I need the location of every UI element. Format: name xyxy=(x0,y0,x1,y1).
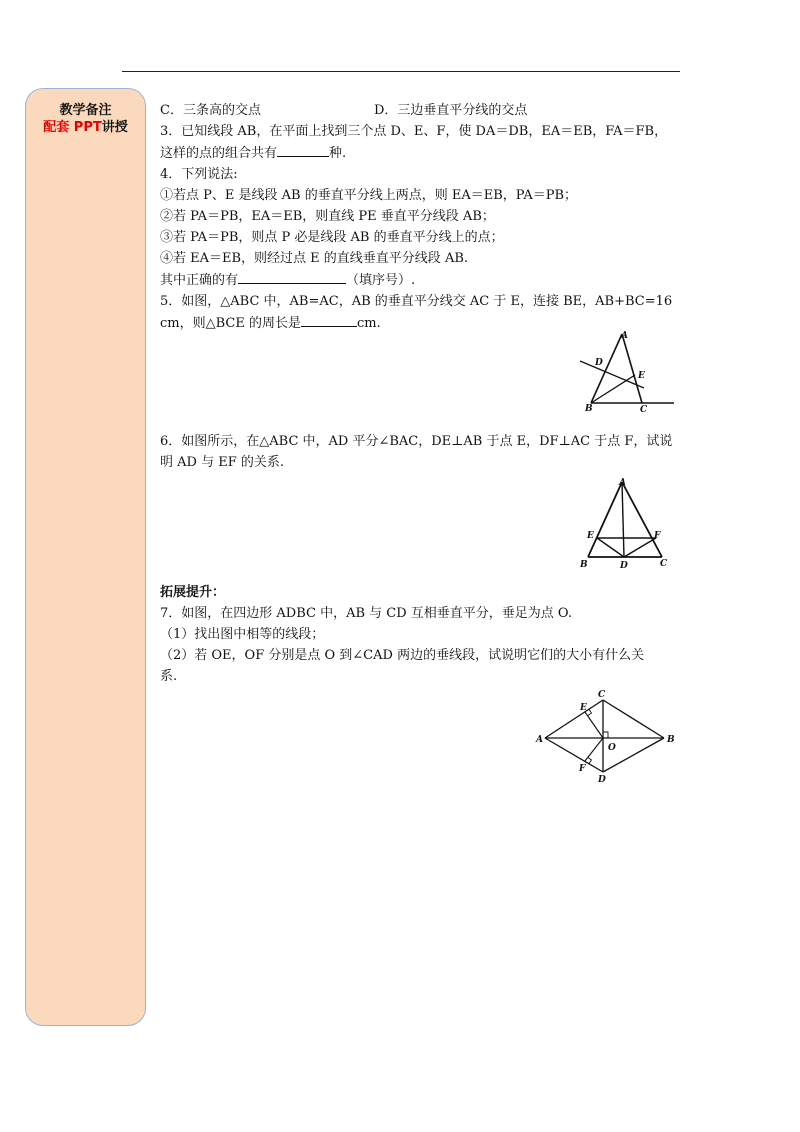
q3-line1: 3．已知线段 AB，在平面上找到三个点 D、E、F，使 DA＝DB，EA＝EB，FA＝FB， xyxy=(160,124,668,139)
q5-line1: 5．如图，△ABC 中，AB=AC，AB 的垂直平分线交 AC 于 E，连接 BE，AB+BC=16 xyxy=(160,294,673,309)
label-a: A xyxy=(621,331,628,341)
q5-figure xyxy=(574,328,676,414)
q4-answer-pre: 其中正确的有 xyxy=(160,273,239,288)
q3-line2-post: 种. xyxy=(329,146,347,161)
label-a: A xyxy=(619,478,626,488)
option-d: D．三边垂直平分线的交点 xyxy=(374,103,528,118)
q7-part1: （1）找出图中相等的线段； xyxy=(160,627,325,642)
q6-line1: 6．如图所示，在△ABC 中，AD 平分∠BAC，DE⊥AB 于点 E，DF⊥AC 于点 F，试说 xyxy=(160,434,673,449)
label-o: O xyxy=(608,743,616,753)
label-d: D xyxy=(598,775,606,785)
label-b: B xyxy=(667,735,675,745)
worksheet-content xyxy=(160,100,685,334)
label-c: C xyxy=(660,559,668,569)
label-e: E xyxy=(638,371,645,381)
option-c: C．三条高的交点 xyxy=(160,103,261,118)
q4-answer-post: （填序号）. xyxy=(346,273,416,288)
teaching-notes-sidebar xyxy=(25,88,146,1026)
label-d: D xyxy=(620,561,628,571)
sidebar-subtitle-black: 讲授 xyxy=(101,120,128,135)
q4-answer-blank[interactable] xyxy=(238,269,346,284)
label-f: F xyxy=(579,764,586,774)
q7-block xyxy=(160,582,685,687)
section-title: 拓展提升： xyxy=(160,585,226,600)
q7-line1: 7．如图，在四边形 ADBC 中，AB 与 CD 互相垂直平分，垂足为点 O. xyxy=(160,606,572,621)
q3-answer-blank[interactable] xyxy=(277,142,329,157)
label-e: E xyxy=(580,703,587,713)
label-b: B xyxy=(580,560,588,570)
q6-block xyxy=(160,431,685,473)
q4-item-1: ①若点 P、E 是线段 AB 的垂直平分线上两点，则 EA＝EB，PA＝PB； xyxy=(160,188,578,203)
q5-answer-blank[interactable] xyxy=(301,312,357,327)
q4-item-4: ④若 EA＝EB，则经过点 E 的直线垂直平分线段 AB. xyxy=(160,251,469,266)
sidebar-title: 教学备注 xyxy=(59,103,112,118)
q5-line2-post: cm. xyxy=(356,316,381,331)
sidebar-subtitle xyxy=(26,116,145,135)
label-c: C xyxy=(640,405,648,414)
label-c: C xyxy=(598,690,606,700)
label-b: B xyxy=(585,404,593,414)
q3-line2 xyxy=(160,142,685,164)
q7-part2a: （2）若 OE，OF 分别是点 O 到∠CAD 两边的垂线段，试说明它们的大小有什么关 xyxy=(160,648,645,663)
q4-item-2: ②若 PA＝PB，EA＝EB，则直线 PE 垂直平分线段 AB； xyxy=(160,209,495,224)
label-d: D xyxy=(595,358,603,368)
sidebar-subtitle-red: 配套 PPT xyxy=(43,120,102,135)
q6-figure xyxy=(576,474,678,572)
label-a: A xyxy=(536,735,543,745)
q7-figure xyxy=(532,686,682,786)
q2-options xyxy=(160,100,685,121)
q4-title: 4．下列说法: xyxy=(160,167,238,182)
q5-line2-pre: cm，则△BCE 的周长是 xyxy=(160,316,301,331)
label-e: E xyxy=(587,531,594,541)
top-rule xyxy=(122,71,680,72)
q4-item-3: ③若 PA＝PB，则点 P 必是线段 AB 的垂直平分线上的点； xyxy=(160,230,504,245)
label-f: F xyxy=(654,531,661,541)
q3-line2-pre: 这样的点的组合共有 xyxy=(160,146,278,161)
q7-part2b: 系. xyxy=(160,669,178,684)
q4-answer xyxy=(160,269,685,291)
q6-line2: 明 AD 与 EF 的关系. xyxy=(160,455,284,470)
